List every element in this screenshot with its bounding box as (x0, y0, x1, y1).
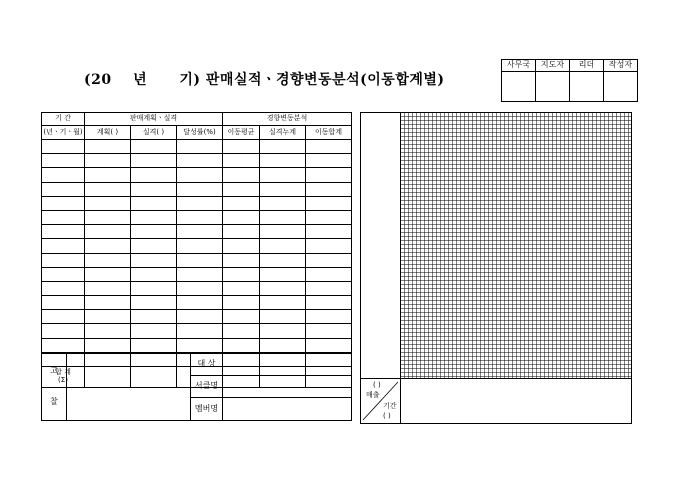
x-axis-unit: ( ) (383, 412, 391, 420)
remarks-label-top: 고 (50, 366, 58, 376)
plan-cell[interactable] (85, 338, 131, 352)
moving-total-cell[interactable] (306, 296, 352, 310)
document-title: (20 년 기) 판매실적ㆍ경향변동분석(이동합계별) (84, 72, 445, 88)
moving-total-cell[interactable] (306, 338, 352, 352)
period-cell[interactable] (42, 168, 85, 182)
period-cell[interactable] (42, 253, 85, 267)
table-row (42, 168, 352, 182)
plan-header: 계획( ) (85, 126, 131, 140)
moving-total-cell[interactable] (306, 324, 352, 338)
actual-cell[interactable] (131, 225, 177, 239)
actual-cell[interactable] (131, 253, 177, 267)
x-axis-label: 기간 (383, 402, 397, 410)
actual-cell[interactable] (131, 168, 177, 182)
y-axis-unit: ( ) (373, 381, 381, 389)
moving-total-cell[interactable] (306, 310, 352, 324)
circle-name-field[interactable] (223, 376, 352, 398)
moving-average-cell[interactable] (223, 140, 260, 154)
moving-total-cell[interactable] (306, 140, 352, 154)
remarks-section (41, 353, 352, 421)
rate-cell[interactable] (177, 310, 223, 324)
moving-total-cell[interactable] (306, 267, 352, 281)
period-cell[interactable] (42, 338, 85, 352)
moving-average-cell[interactable] (223, 324, 260, 338)
table-row (42, 140, 352, 154)
moving-average-cell[interactable] (223, 296, 260, 310)
moving-average-cell[interactable] (223, 239, 260, 253)
member-name-label: 멤버명 (191, 398, 223, 421)
trend-graph-panel (360, 112, 632, 424)
table-row (42, 154, 352, 168)
cumulative-cell[interactable] (260, 196, 306, 210)
plan-cell[interactable] (85, 281, 131, 295)
approval-header-leader: 지도자 (536, 60, 570, 72)
approval-sign-reader[interactable] (570, 72, 604, 102)
period-cell[interactable] (42, 196, 85, 210)
cumulative-cell[interactable] (260, 310, 306, 324)
period-cell[interactable] (42, 267, 85, 281)
period-subheader: (년ㆍ기ㆍ월) (42, 126, 85, 140)
target-label: 대 상 (191, 354, 223, 376)
cumulative-cell[interactable] (260, 239, 306, 253)
cumulative-cell[interactable] (260, 267, 306, 281)
trend-group-header: 경향변동분석 (223, 113, 352, 126)
plan-cell[interactable] (85, 168, 131, 182)
moving-total-cell[interactable] (306, 196, 352, 210)
cumulative-cell[interactable] (260, 182, 306, 196)
rate-cell[interactable] (177, 253, 223, 267)
actual-cell[interactable] (131, 267, 177, 281)
moving-total-cell[interactable] (306, 225, 352, 239)
remarks-label-bottom: 찰 (50, 397, 58, 406)
approval-header-reader: 리더 (570, 60, 604, 72)
rate-cell[interactable] (177, 296, 223, 310)
cumulative-cell[interactable] (260, 210, 306, 224)
rate-cell[interactable] (177, 196, 223, 210)
actual-cell[interactable] (131, 239, 177, 253)
cumulative-cell[interactable] (260, 168, 306, 182)
plan-cell[interactable] (85, 210, 131, 224)
moving-average-cell[interactable] (223, 310, 260, 324)
plan-cell[interactable] (85, 296, 131, 310)
moving-total-cell[interactable] (306, 253, 352, 267)
total-sigma: (Σ) (58, 376, 68, 384)
cumulative-cell[interactable] (260, 324, 306, 338)
rate-cell[interactable] (177, 225, 223, 239)
actual-cell[interactable] (131, 182, 177, 196)
rate-cell[interactable] (177, 168, 223, 182)
moving-average-cell[interactable] (223, 225, 260, 239)
moving-average-cell[interactable] (223, 182, 260, 196)
sales-analysis-table (41, 112, 352, 388)
approval-box (501, 59, 638, 102)
moving-total-cell[interactable] (306, 281, 352, 295)
remarks-label-cell (42, 354, 67, 421)
table-row (42, 267, 352, 281)
table-row (42, 196, 352, 210)
plan-cell[interactable] (85, 310, 131, 324)
moving-total-cell[interactable] (306, 154, 352, 168)
plan-cell[interactable] (85, 196, 131, 210)
period-cell[interactable] (42, 154, 85, 168)
actual-header: 실격( ) (131, 126, 177, 140)
table-row (42, 324, 352, 338)
graph-border (361, 113, 632, 424)
plan-cell[interactable] (85, 154, 131, 168)
moving-average-cell[interactable] (223, 154, 260, 168)
moving-average-cell[interactable] (223, 267, 260, 281)
period-cell[interactable] (42, 281, 85, 295)
target-field[interactable] (223, 354, 352, 376)
rate-cell[interactable] (177, 182, 223, 196)
actual-cell[interactable] (131, 281, 177, 295)
moving-average-cell[interactable] (223, 196, 260, 210)
cumulative-cell[interactable] (260, 338, 306, 352)
moving-average-header: 이동평균 (223, 126, 260, 140)
plan-cell[interactable] (85, 253, 131, 267)
period-cell[interactable] (42, 140, 85, 154)
period-cell[interactable] (42, 182, 85, 196)
moving-average-cell[interactable] (223, 210, 260, 224)
sales-group-header: 판매계획ㆍ실격 (85, 113, 223, 126)
table-row (42, 182, 352, 196)
actual-cell[interactable] (131, 210, 177, 224)
plan-cell[interactable] (85, 225, 131, 239)
total-label: 합 계 (55, 368, 71, 377)
table-row (42, 296, 352, 310)
cumulative-cell[interactable] (260, 225, 306, 239)
actual-cell[interactable] (131, 296, 177, 310)
actual-cell[interactable] (131, 140, 177, 154)
rate-cell[interactable] (177, 267, 223, 281)
period-cell[interactable] (42, 296, 85, 310)
actual-cell[interactable] (131, 196, 177, 210)
actual-cell[interactable] (131, 154, 177, 168)
approval-sign-leader[interactable] (536, 72, 570, 102)
actual-cell[interactable] (131, 338, 177, 352)
cumulative-cell[interactable] (260, 296, 306, 310)
cumulative-cell[interactable] (260, 253, 306, 267)
moving-average-cell[interactable] (223, 253, 260, 267)
plan-cell[interactable] (85, 324, 131, 338)
cumulative-cell[interactable] (260, 154, 306, 168)
period-cell[interactable] (42, 310, 85, 324)
cumulative-cell[interactable] (260, 281, 306, 295)
cumulative-cell[interactable] (260, 140, 306, 154)
rate-cell[interactable] (177, 281, 223, 295)
approval-header-office: 사무국 (502, 60, 536, 72)
approval-sign-office[interactable] (502, 72, 536, 102)
rate-cell[interactable] (177, 154, 223, 168)
table-row (42, 210, 352, 224)
actual-cell[interactable] (131, 310, 177, 324)
table-row (42, 338, 352, 352)
moving-total-cell[interactable] (306, 210, 352, 224)
rate-header: 달성률(%) (177, 126, 223, 140)
table-row (42, 253, 352, 267)
moving-total-cell[interactable] (306, 168, 352, 182)
moving-total-cell[interactable] (306, 182, 352, 196)
plan-cell[interactable] (85, 267, 131, 281)
plan-cell[interactable] (85, 140, 131, 154)
approval-sign-author[interactable] (604, 72, 638, 102)
actual-cell[interactable] (131, 324, 177, 338)
y-axis-label: 매출 (366, 391, 380, 399)
table-row (42, 310, 352, 324)
period-cell[interactable] (42, 239, 85, 253)
member-name-field[interactable] (223, 398, 352, 421)
plan-cell[interactable] (85, 182, 131, 196)
moving-average-cell[interactable] (223, 338, 260, 352)
rate-cell[interactable] (177, 338, 223, 352)
circle-name-label: 서클명 (191, 376, 223, 398)
table-row (42, 225, 352, 239)
plan-cell[interactable] (85, 239, 131, 253)
period-header: 기 간 (42, 113, 85, 126)
remarks-content-area[interactable] (67, 354, 191, 421)
moving-total-cell[interactable] (306, 239, 352, 253)
moving-average-cell[interactable] (223, 281, 260, 295)
period-cell[interactable] (42, 210, 85, 224)
table-row (42, 281, 352, 295)
cumulative-header: 실격누계 (260, 126, 306, 140)
rate-cell[interactable] (177, 140, 223, 154)
period-cell[interactable] (42, 225, 85, 239)
table-row (42, 239, 352, 253)
rate-cell[interactable] (177, 210, 223, 224)
approval-header-author: 작성자 (604, 60, 638, 72)
rate-cell[interactable] (177, 324, 223, 338)
moving-total-header: 이동합계 (306, 126, 352, 140)
rate-cell[interactable] (177, 239, 223, 253)
moving-average-cell[interactable] (223, 168, 260, 182)
period-cell[interactable] (42, 324, 85, 338)
